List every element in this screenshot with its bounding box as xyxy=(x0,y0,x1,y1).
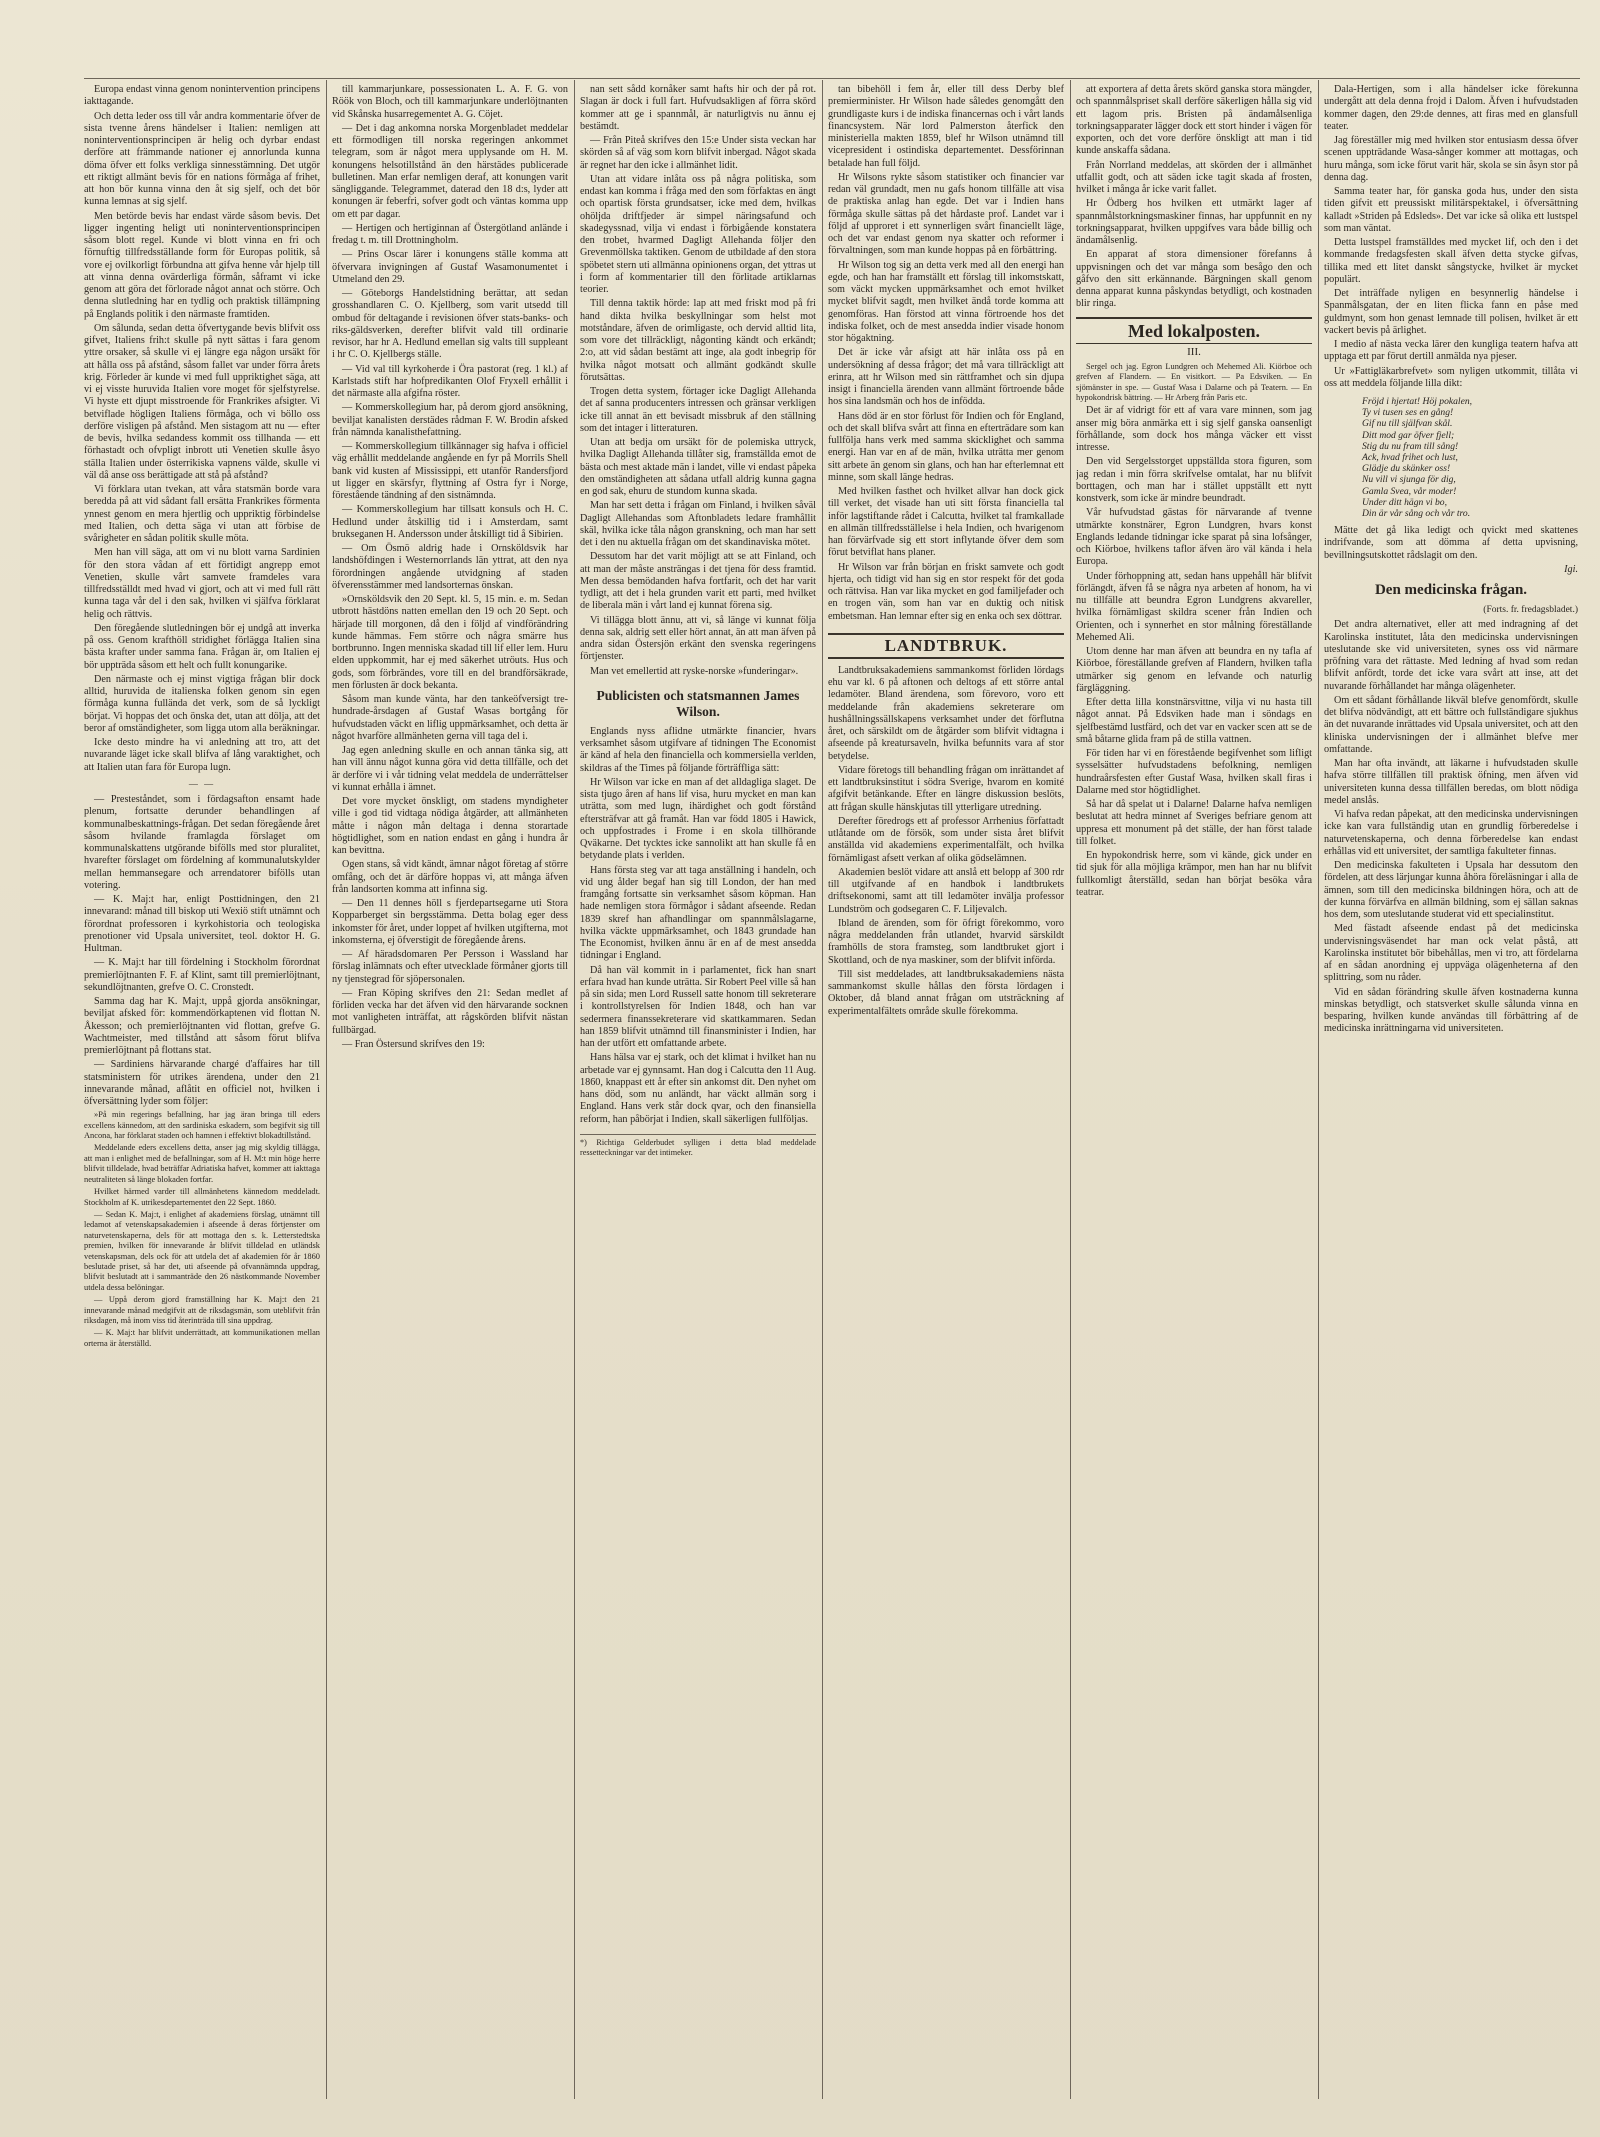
paragraph: — Kommerskollegium tillkännager sig hafva i officiel väg erhållit meddelande angående en fyr på Morrils Shell bank vid kusten af Mississippi, ett utanför Randersfjord ut ligger en skärsfyr, flyttning af Ostra fyr i Norge, förestående tändning af den sistnämnda. xyxy=(332,441,568,501)
poem-line: Ditt mod gar öfver fjell; xyxy=(1362,429,1455,441)
paragraph: Med fästadt afseende endast på det medicinska undervisningsväsendet har man ock velat påstå, att Karolinska institutet bör bibehållas, men vi tro, att fördelarna af en sådan anordning ej uppväga olägenheterna af den splittring, som nu råder. xyxy=(1324,923,1578,984)
column-rule xyxy=(1070,80,1071,2099)
paragraph: Englands nyss aflidne utmärkte financier, hvars verksamhet såsom utgifvare af tidningen The Economist är känd af hela den financiella och kommersiella verlden, skildras af the Times på följande förträffliga sätt: xyxy=(580,725,816,774)
paragraph: Man har sett detta i frågan om Finland, i hvilken såväl Dagligt Allehandas som Aftonbladets ledare framhållit skäl, hvilka icke tåla någon granskning, och man har sett det i den nu aktuella frågan om det skandinaviska mötet. xyxy=(580,500,816,548)
paragraph: nan sett sådd kornåker samt hafts hir och der på rot. Slagan är dock i full fart. Hufvudsakligen af förra skörd kommer att ge i spannmål, är naturligtvis nu ännu ej bestämdt. xyxy=(580,84,816,132)
paragraph: Utom denne har man äfven att beundra en ny tafla af Kiörboe, föreställande grefven af Flandern, hvilken tafla utmärker sig genom en lefvande och naturlig färgläggning. xyxy=(1076,646,1312,694)
poem-line: Under ditt hägn vi bo, xyxy=(1362,496,1448,508)
paragraph: Hr Wilsons rykte såsom statistiker och financier var redan väl grundadt, men nu gafs honom tillfälle att visa de praktiska anlag han egde. Det var i Indien hans förmåga skulle sättas på det hårdaste prof. Landet var i följd af upproret i ett synnerligen svårt financiellt läge, och det var endast genom nya skatter och reformer i förvaltningen, som man kunde hoppas på en förbättring. xyxy=(828,171,1064,257)
paragraph: Ur »Fattigläkarbrefvet» som nyligen utkommit, tillåta vi oss att meddela följande lilla dikt: xyxy=(1324,365,1578,389)
section-number: III. xyxy=(1187,345,1201,358)
paragraph: Dessutom har det varit möjligt att se att Finland, och att man der måste ansträngas i det tjena för dess framtid. Men dessa bemödanden hafva fortfarit, och det har varit tydligt, att det i hela grunden varit ett parti, med hvilket de liberala män i vårt land ej kunnat förena sig. xyxy=(580,551,816,612)
paragraph: Vidare företogs till behandling frågan om inrättandet af ett landtbruksinstitut i södra Sverige, hvarom en komité afgifvit betänkande. Efter en längre diskussion beslöts, att frågan skulle hänskjutas till ytterligare utredning. xyxy=(828,764,1064,813)
paragraph: Så har då spelat ut i Dalarne! Dalarne hafva nemligen beslutat att hedra minnet af Sveriges befriare genom att uppresa ett monument på det ställe, der han först talade till folket. xyxy=(1076,799,1312,847)
poem-line: Din är vår sång och vår tro. xyxy=(1362,508,1471,520)
column-rule xyxy=(822,80,823,2099)
paragraph: Hr Ödberg hos hvilken ett utmärkt lager af spannmålstorkningsmaskiner finnas, har uppfunnit en ny torkningsapparat, hvilken uppgifves vara både billig och ändamålsenlig. xyxy=(1076,198,1312,246)
author-signature: Igi. xyxy=(1564,563,1578,575)
section-heading: LANDTBRUK. xyxy=(828,633,1064,659)
paragraph: Europa endast vinna genom nonintervention principens iakttagande. xyxy=(84,84,320,108)
paragraph: Den föregående slutledningen bör ej undgå att inverka på oss. Genom krafthöll stridighet förlägga Italien sina bästa krafter under samma fana. Frågan är, om Italien ej bör uppträda såsom ett helt och fullt konungarike. xyxy=(84,622,320,671)
paragraph: Då han väl kommit in i parlamentet, fick han snart erfara hvad han kunde uträtta. Sir Robert Peel ville så han på sin sida; men Lord Russell satte honom till sekreterare i kontrollstyrelsen för Indien 1848, och han var sedermera finanssekreterare vid skattkammaren. Sedan han 1859 blifvit utnämnd till finansminister i Indien, har han der utfört ett omfattande arbete. xyxy=(580,964,816,1049)
column-rule xyxy=(1318,80,1319,2099)
paragraph: Men han vill säga, att om vi nu blott varna Sardinien för den stora vådan af ett förtidigt angrepp emot Venetien, skulle vårt samvete framdeles vara tillfredsställdt med hvad vi gjort, och att vi med full rätt kunna taga vår del i den sak, hvilken vi själfva förklarat helig och rättvis. xyxy=(84,547,320,620)
paragraph: — Om Ösmö aldrig hade i Ornsköldsvik har landshöfdingen i Westernorrlands län yttrat, att den nya förordningen angående utvidgning af staden öfverensstämmer med landsorternas önskan. xyxy=(332,543,568,591)
column-rule xyxy=(574,80,575,2099)
paragraph: — Hertigen och hertiginnan af Östergötland anlände i fredag t. m. till Drottningholm. xyxy=(332,222,568,246)
column-rule xyxy=(326,80,327,2099)
news-notice: — Sedan K. Maj:t, i enlighet af akademiens förslag, utnämnt till ledamot af vetenskapsakademien i afseende å deras förtjenster om naturvetenskaperna, dels för att mottaga den s. k. Letterstedtska premien, hvilken för innevarande år blifvit tilldelad en utländsk vetenskapsman, dels ock för att utdela det af akademien för år 1860 beslutade priset, så har det, uti afseende på ofvannämnda uppdrag, blifvit beslutadt att i sammanträde den 26 nästkommande November utdela dessa belöningar. xyxy=(84,1209,320,1292)
paragraph: Vi tillägga blott ännu, att vi, så länge vi kunnat följa denna sak, aldrig sett eller hört annat, än att man äfven på andra sidan Östersjön erkänt den svenska regeringens förtjenster. xyxy=(580,614,816,663)
paragraph: — Det i dag ankomna norska Morgenbladet meddelar ett förmodligen till norska regeringen ankommet telegram, som är något mera upplysande om H. M. konungens helsotillstånd än den härstädes publicerade bulletinen. Man erfar nemligen deraf, att konungen varit sängliggande. Telegrammet, daterad den 18 d:s, lyder att konungen är feberfri, sofver godt och väntas komma upp om ett par dagar. xyxy=(332,122,568,220)
paragraph: I medio af nästa vecka lärer den kungliga teatern hafva att upptaga ett par förut dertill anmälda nya pjeser. xyxy=(1324,339,1578,363)
paragraph: Mätte det gå lika ledigt och qvickt med skattenes indrifvande, som att dömma af detta upvisning, bevillningsutskottet rådslagit om den. xyxy=(1324,525,1578,561)
paragraph: Såsom man kunde vänta, har den tankeöfversigt tre-hundrade-årsdagen af Gustaf Wasas bortgång för hufvudstaden väckt en liflig uppmärksamhet, och detta är något hvarföre allmänheten gerna vill taga del i. xyxy=(332,694,568,742)
paragraph: Under förhoppning att, sedan hans uppehåll här blifvit förlängdt, äfven få se några nya arbeten af honom, ha vi nu tillfälle att beundra Egron Lundgrens akvareller, hvilka förnämligast skildra scener från Indien och Orienten, och i synnerhet en stor målning föreställande Mehemed Ali. xyxy=(1076,570,1312,643)
column-3 xyxy=(580,84,816,2097)
paragraph: Till sist meddelades, att landtbruksakademiens nästa sammankomst skulle hållas den första lördagen i Oktober, då bland annat frågan om utsträckning af experimentalfältets område skulle förekomma. xyxy=(828,968,1064,1017)
paragraph: Om ett sådant förhållande likväl blefve genomfördt, skulle det blifva nödvändigt, att ett bättre och fullständigare sjukhus än det nuvarande inrättades vid Upsala universitet, och att den kliniska undervisningen der i allmänhet blefve mer omfattande. xyxy=(1324,694,1578,755)
paragraph: Icke desto mindre ha vi anledning att tro, att det nuvarande läget icke skall blifva af lång varaktighet, och att Italien utan fara för Europa lugn. xyxy=(84,737,320,773)
paragraph: Den vid Sergelsstorget uppställda stora figuren, som jag redan i min förra skrifvelse omtalat, har nu blifvit borttagen, och man har i stället uppställt ett nytt konstverk, som icke är mindre beundradt. xyxy=(1076,456,1312,505)
paragraph: till kammarjunkare, possessionaten L. A. F. G. von Röök von Bloch, och till kammarjunkare underlöjtnanten vid Skånska husarregementet A. G. Cöjet. xyxy=(332,84,568,120)
paragraph: Utan att bedja om ursäkt för de polemiska uttryck, hvilka Dagligt Allehanda tillåter sig, framställda emot de bästa och mest aktade män i landet, ville vi endast påpeka den omständigheten att sådana utfall aldrig kunna gagna en god sak, ehuru de stundom kunna skada. xyxy=(580,437,816,497)
paragraph: Landtbruksakademiens sammankomst förliden lördags ehu var kl. 6 på aftonen och deltogs af ett större antal ledamöter. Bland ärendena, som förevoro, voro ett meddelande från akademiens sekreterare om hushållningssällskapens verksamhet under det förflutna året, och särskildt om de åtgärder som blifvit vidtagna i afseende på kreatursaveln, hvilka befunnits vara af stor betydelse. xyxy=(828,664,1064,762)
paragraph: Akademien beslöt vidare att anslå ett belopp af 300 rdr till utgifvande af en handbok i landtbrukets driftsekonomi, samt att till ledamöter invälja professor Lundström och godsegaren C. F. Liljevalch. xyxy=(828,866,1064,915)
poem-line: Stig du nu fram till sång! xyxy=(1362,440,1459,452)
news-notice: — Presteståndet, som i fördagsafton ensamt hade plenum, fortsatte derunder behandlingen af kommunalbeskattnings-frågan. Det sedan föregående året såsom hvilande framlagda förslaget om kommunalskattens utgörande bifölls med stor pluralitet, hvarefter förslaget om fördelning af kommunalutskylder mellan hemmansegare och arrendatorer bifölls utan votering. xyxy=(84,794,320,891)
paragraph: — Fran Köping skrifves den 21: Sedan medlet af förliden vecka har det äfven vid den härvarande socknen mot vanligheten inträffat, att rågskörden blifvit nästan fullbärgad. xyxy=(332,987,568,1036)
paragraph: Den närmaste och ej minst vigtiga frågan blir dock alltid, huruvida de italienska folken genom sin egen förmåga kunna fullända det verk, som de så lyckligt börjat. Vi hoppas det och önska det, utan att dölja, att det beror af omständigheter, som ligga utom alla beräkningar. xyxy=(84,673,320,734)
paragraph: Samma teater har, för ganska goda hus, under den sista tiden gifvit ett preussiskt militärspektakel, i öfversättning kalladt »Striden på Edsleds». Det var icke så olika ett lustspel som man väntat. xyxy=(1324,186,1578,234)
paragraph: Utan att vidare inlåta oss på några politiska, som endast kan komma i fråga med den som förfaktas en ängt och opartisk första grundsatser, icke med dem, hvilkas ohöljda driftfjeder är simpel näringsafund och skadegyssnad, vilja vi endast i förbigående konstatera den trobet, hvarmed Dagligt Allehanda följer den Grevenmöllska taktiken. Genom de utbildade af den stora spöbetet stern uti allmänna opinionens organ, det yttras ut i form af kommentarier till den förlitade artiklarnas teorier. xyxy=(580,173,816,295)
continuation-note: (Forts. fr. fredagsbladet.) xyxy=(1483,605,1578,616)
paragraph: Det är af vidrigt för ett af vara vare minnen, som jag anser mig böra anmärka ett i sig sjelf ganska oansenligt förhållande, som dock hos många väcker ett visst intresse. xyxy=(1076,405,1312,454)
news-notice: — Sardiniens härvarande chargé d'affaires har till statsministern för utrikes ärendena, under den 21 innevarande månad, aflåtit en officiel not, hvilken i öfversättning lyder som följer: xyxy=(84,1059,320,1107)
section-divider: — — xyxy=(188,778,216,789)
paragraph: En hypokondrisk herre, som vi kände, gick under en tid sjuk för alla möjliga krämpor, men han har nu blifvit fullkomligt återställd, sedan han börjat besöka våra teatrar. xyxy=(1076,850,1312,898)
paragraph: För tiden har vi en förestående begifvenhet som lifligt sysselsätter hufvudstadens befolkning, nemligen hundraårsfesten efter Gustaf Wasa, hvilken skall firas i Dalarne med stor högtidlighet. xyxy=(1076,748,1312,796)
paragraph: Det är icke vår afsigt att här inlåta oss på en undersökning af dessa frågor; det må vara tillräckligt att erinra, att hr Wilson med sin rättframhet och sin djupa insigt i financiella ärenden vann allmänt förtroende både hos sina landsmän och hos de infödda. xyxy=(828,347,1064,408)
column-5 xyxy=(1076,84,1312,2097)
paragraph: — Göteborgs Handelstidning berättar, att sedan grosshandlaren C. O. Kjellberg, som varit utsedd till ombud för deltagande i revisionen öfver stats-banks- och riks-gäldsverken, derefter blifvit vald till ordinarie revisor, har hr A. Hedlund emellan sig valts till suppleant i hr C. O. Kjellbergs ställe. xyxy=(332,288,568,361)
poem xyxy=(1362,396,1578,519)
news-notice: — K. Maj:t har blifvit underrättadt, att kommunikationen mellan orterna är återställd. xyxy=(84,1328,320,1348)
paragraph: tan bibehöll i fem år, eller till dess Derby blef premierminister. Hr Wilson hade således genomgått den grundligaste kurs i de indiska financernas och i vårt lands financsystem. När lord Palmerston återfick den ministeriella makten 1859, blef hr Wilson utnämnd till vicepresident i ostindiska departementet. Dessförinnan betalade han full följd. xyxy=(828,84,1064,169)
column-4 xyxy=(828,84,1064,2097)
poem-line: Ack, hvad frihet och lust, xyxy=(1362,452,1458,464)
column-1 xyxy=(84,84,320,2097)
paragraph: Jag föreställer mig med hvilken stor entusiasm dessa öfver scenen uppträdande Wasa-sånger kommer att mottagas, och huru många, som icke förut varit här, skola se sin åsyn stor på denna dag. xyxy=(1324,135,1578,183)
paragraph: Till denna taktik hörde: lap att med friskt mod på fri hand dikta hvilka beskyllningar som helst mot motståndare, äfven de orimligaste, och dervid alltid lita, som vore det tillräckligt, någonting kändt och erkändt; 2:o, att vid sådan bestämt att inge, ala godt inbegrip för hvilka något motsatt och allmänt godkändt skulle förutsättas. xyxy=(580,298,816,383)
top-rule xyxy=(84,78,1580,79)
paragraph: Efter detta lilla konstnärsvittne, vilja vi nu hasta till något annat. På Edsviken hade man i söndags en sjelfbestämd lustfärd, och det var en vacker scen att se de små båtarne glida fram på de stilla vattnen. xyxy=(1076,697,1312,745)
paragraph: — Vid val till kyrkoherde i Öra pastorat (reg. 1 kl.) af Karlstads stift har hofpredikanten Olof Fryxell erhållit i det närmaste alla afgifna röster. xyxy=(332,363,568,399)
article-heading: Publicisten och statsmannen James Wilson. xyxy=(596,687,800,719)
paragraph: Man har ofta invändt, att läkarne i hufvudstaden skulle hafva större tillfällen till praktisk öfning, men äfven vid universiteten kunna dessa tillfällen beredas, om blott nödiga medel anslås. xyxy=(1324,758,1578,806)
paragraph: Dala-Hertigen, som i alla händelser icke förekunna undergått att dela denna frojd i Dalom. Äfven i hufvudstaden kommer dagen, den 29:de dennes, att firas med en glansfull teater. xyxy=(1324,84,1578,132)
paragraph: Jag egen anledning skulle en och annan tänka sig, att han vill ännu något kunna göra vid detta tillfälle, och det är derföre vi i vår tidning velat meddela de underrättelser vi kunnat erhålla i ämnet. xyxy=(332,745,568,793)
news-notice: Hvilket härmed varder till allmänhetens kännedom meddeladt. Stockholm af K. utrikesdepartementet den 22 Sept. 1860. xyxy=(84,1187,320,1207)
paragraph: — Från Piteå skrifves den 15:e Under sista veckan har skörden så af väg som korn blifvit inbergad. Något skada är regnet har den icke i allmänhet lidit. xyxy=(580,135,816,171)
paragraph: Men betörde bevis har endast värde såsom bevis. Det ligger ingenting heligt uti noninterventionsprincipen såsom blott regel. Kunde vi blott vinna en fri och förnuftig tillfredsställande form för Europas politik, så vore ej ovilkorligt förbundna att gifva henne vår hjelp till att vinna denna ovärderliga förmån, såframt vi icke genom att göra det förlorade något annat och större. Och denna slutledning har en tydlig och praktisk tillämpning på Englands politik i den närmaste framtiden. xyxy=(84,210,320,320)
poem-line: Glädje du skänker oss! xyxy=(1362,463,1451,475)
paragraph: »Ornsköldsvik den 20 Sept. kl. 5, 15 min. e. m. Sedan utbrott hästdöns natten emellan den 19 och 20 Sept. och härjade till morgonen, då den i följd af vindförändring kunde hämmas. Fem större och några smärre hus bortbrunno. Ingen menniska skadad till lif eller lem. Huru elden uppkommit, har ej med säkerhet utröuts. Hus och gods, som förbrändes, vore till en del brandförsäkrade, men förlusten är dock bekanta. xyxy=(332,594,568,691)
paragraph: Från Norrland meddelas, att skörden der i allmänhet utfallit godt, och att säden icke tagit skada af frosten, hvilket i många år icke varit fallet. xyxy=(1076,159,1312,195)
paragraph: Det vore mycket önskligt, om stadens myndigheter ville i god tid vidtaga nödiga åtgärder, att allmänheten måtte i någon mån deltaga i denna storartade högtidlighet, som en nation endast en gång i hundra år kan bevittna. xyxy=(332,796,568,856)
paragraph: Den medicinska fakulteten i Upsala har dessutom den fördelen, att dess lärjungar kunna åhöra föreläsningar i alla de ämnen, som till den medicinska bildningen höra, och att de der kunna förvärfva en allmän bildning, som ej sällan saknas hos dem, som uteslutande studerat vid ett specialinstitut. xyxy=(1324,860,1578,921)
news-notice: — Uppå derom gjord framställning har K. Maj:t den 21 innevarande månad medgifvit att de riksdagsmän, som uteblifvit från riksdagen, må inom viss tid återinträda till sina uppdrag. xyxy=(84,1295,320,1325)
news-notice: »På min regerings befallning, har jag äran bringa till eders excellens kännedom, att den sardiniska eskadern, som begifvit sig till Ancona, har förklarat staden och hamnen i effektivt blokadtillstånd. xyxy=(84,1110,320,1141)
paragraph: Det inträffade nyligen en besynnerlig händelse i Spanmålsgatan, der en liten flicka fann en påse med guldmynt, som hon genast lemnade till polisen, hvilket är ett vackert bevis på ärlighet. xyxy=(1324,288,1578,336)
column-2 xyxy=(332,84,568,2097)
footnote: *) Richtiga Gelderbudet sylligen i detta blad meddelade ressetteckningar var det intimeker. xyxy=(580,1134,816,1158)
news-notice: Samma dag har K. Maj:t, uppå gjorda ansökningar, beviljat afsked för: kommendörkaptenen vid flottan N. Åkesson; och premierlöjtnanten vid flottan, grefve G. Wachtmeister, med tillstånd att såsom förut blifva premierlöjtnant på flottans stat. xyxy=(84,996,320,1056)
news-notice: — K. Maj:t har till fördelning i Stockholm förordnat premierlöjtnanten F. F. af Klint, samt till premierlöjtnant, sekundlöjtnanten, grefve O. C. Cronstedt. xyxy=(84,957,320,993)
paragraph: Hans första steg var att taga anställning i handeln, och vid ung ålder begaf han sig till London, der han med framgång fortsatte sin verksamhet såsom köpman. Han hade nemligen stora förmågor i sådant afseende. Redan 1839 skref han afhandlingar om spannmålslagarne, hvilka väckte uppmärksamhet, och 1843 grundade han The Economist, hvilken ännu är en af de mest ansedda tidningar i England. xyxy=(580,864,816,962)
paragraph: Med hvilken fasthet och hvilket allvar han dock gick till verket, det visade han uti sitt första financiella tal inför lagstiftande rådet i Calcutta, hvilket tal framkallade en allmän tillfredsställelse i hela Indien, och hvarigenom han förvärfvade sig ett stort inflytande öfver dem som förut betviflat hans planer. xyxy=(828,486,1064,559)
paragraph: Hans hälsa var ej stark, och det klimat i hvilket han nu arbetade var ej gynnsamt. Han dog i Calcutta den 11 Aug. 1860, knappast ett år efter sin ankomst dit. Den nyhet om hans död, som nu anländt, har väckt allmän sorg i England. Hans verk står dock qvar, och den finansiella reform, han påbörjat i Indien, skall säkerligen fullföljas. xyxy=(580,1052,816,1125)
paragraph: Hr Wilson var icke en man af det alldagliga slaget. De sista tjugo åren af hans lif visa, huru mycket en man kan uträtta, som med lugn, ihärdighet och godt förstånd eftersträfvar att gå framåt. Han var född 1805 i Hawick, och uppfostrades i Frome i en skola tillhörande Qväkarne. Det tycktes icke sannolikt att han skulle få en betydande plats i verlden. xyxy=(580,776,816,862)
article-summary: Sergel och jag. Egron Lundgren och Mehemed Ali. Kiörboe och grefven af Flandern. — En visitkort. — Pa Edsviken. — En sjömänster in spe. — Gustaf Wasa i Dalarne och på Teatern. — En hypokondrisk bättring. — Hr Arberg från Paris etc. xyxy=(1076,361,1312,402)
paragraph: Ibland de ärenden, som för öfrigt förekommo, voro några meddelanden från utlandet, hvarvid särskildt framhölls de stora framsteg, som landtbruket gjort i Skottland, och de nya maskiner, som der blifvit införda. xyxy=(828,917,1064,966)
paragraph: Hans död är en stor förlust för Indien och för England, och det skall blifva svårt att finna en efterträdare som kan fullfölja hans verk med samma skicklighet och samma energi. Han var en af de män, hvilka uträtta mer genom sitt arbete än genom sin glans, och han har efterlemnat ett minne, som skall länge hedras. xyxy=(828,410,1064,483)
paragraph: Om sålunda, sedan detta öfvertygande bevis blifvit oss gifvet, Italiens frih:t skulle på nytt sättas i fara genom yttre orsaker, så skulle vi ej längre ega någon ursäkt för att hålla oss på afstånd, såsom fallet var under förra årets krig. Förleder är kunde vi med full uppriktighet säga, att vi ej visste huruvida Italien vore moget för sjelfstyrelse. Vi hyste ett djupt misstroende för Frankrikes afsigter. Vi betviflade högligen Italiens förmåga, och vi böllo oss derföre visligen på afstånd. Men sistagom att nu — efter de bevis, hvilka sedandess kommit oss tillhanda — ett förhastadt och ofvpligt inbrott uti Venetien skulle åsyo ställa Italien under österrikiska vapnens välde, skulle vi väl då anse oss berättigade att stå på afstånd? xyxy=(84,322,320,481)
paragraph: Detta lustspel framställdes med mycket lif, och den i det kommande fredagsfesten skall äfven detta stycke gifvas, tillika med ett litet danskt sångstycke, hvilket är mycket populärt. xyxy=(1324,237,1578,285)
paragraph: Hr Wilson tog sig an detta verk med all den energi han egde, och han har framställt ett förslag till inkomstskatt, som väckt mycken uppmärksamhet och emot hvilket mycket blifvit sagdt, men hvilket ändå torde komma att genomföras. Han förstod att vinna förtroende hos det indiska folket, och de mest ansedda indier visade honom stor högaktning. xyxy=(828,259,1064,344)
poem-line: Gif nu till själfvan skål. xyxy=(1362,418,1453,430)
poem-line: Ty vi tusen ses en gång! xyxy=(1362,407,1454,419)
paragraph: Vid en sådan förändring skulle äfven kostnaderna kunna minskas betydligt, och statsverket skulle sålunda vinna en besparing, hvilken kunde användas till förbättring af de medicinska inrättningarna vid universiteten. xyxy=(1324,986,1578,1035)
section-heading: Med lokalposten. xyxy=(1076,317,1312,344)
paragraph: att exportera af detta årets skörd ganska stora mängder, och spannmålspriset skall derföre säkerligen hålla sig vid ett lagom pris. Bristen på ändamålsenliga torkningsapparater lägger dock ett stort hinder i vägen för exporten, och det vore derföre önskligt att man i tid kunde anskaffa sådana. xyxy=(1076,84,1312,157)
poem-line: Nu vill vi sjunga för dig, xyxy=(1362,474,1456,486)
poem-line: Gamla Svea, vår moder! xyxy=(1362,485,1457,497)
article-heading: Den medicinska frågan. xyxy=(1374,582,1528,599)
paragraph: — Af häradsdomaren Per Persson i Wassland har förslag inlämnats och efter utvecklade förmåner gjorts till ny tjenstegrad för sjöpersonalen. xyxy=(332,949,568,985)
paragraph: Hr Wilson var från början en friskt samvete och godt hjerta, och tidigt vid han sig en stor respekt för det goda och rättvisa. Han var lika mycket en god familjefader och en trogen vän, som han var en duktig och nitisk embetsman. Han lemnar efter sig en enka och sex döttrar. xyxy=(828,561,1064,622)
news-notice: — K. Maj:t har, enligt Posttidningen, den 21 innevarand: månad till biskop uti Wexiö stift utnämnt och förordnat professoren i kyrkohistoria och teologiska prenotioner vid Upsala universitet, teol. doktor H. G. Hultman. xyxy=(84,894,320,954)
paragraph: Vår hufvudstad gästas för närvarande af tvenne utmärkte konstnärer, Egron Lundgren, hvars konst Englands ledande tidningar icke sparat på sina lofsånger, och Kiörboe, hvilkens taflor äfven äro väl kända i hela Europa. xyxy=(1076,507,1312,568)
paragraph: Trogen detta system, förtager icke Dagligt Allehanda det af sanna producenters intressen och gränsar verkligen icke till annat än ett bevisadt missbruk af den ställning som det intager i litteraturen. xyxy=(580,386,816,434)
paragraph: Man vet emellertid att ryske-norske »funderingar». xyxy=(590,665,799,677)
paragraph: En apparat af stora dimensioner förefanns å uppvisningen och det var många som besågo den och gåfvo den sitt erkännande. Bärgningen skall genom denna apparat kunna påskyndas betydligt, och kostnaden blir ringa. xyxy=(1076,249,1312,310)
paragraph: Vi förklara utan tvekan, att våra statsmän borde vara beredda på att vid sådant fall ersätta Frankrikes förmenta ynnest genom en mera hjertlig och uppriktig förbindelse med Italien, och detta säga vi utan att förbise de svårigheter en sådan politik skulle möta. xyxy=(84,484,320,544)
news-notice: Meddelande eders excellens detta, anser jag mig skyldig tillägga, att man i enlighet med de befallningar, som af H. M:t min höge herre blifvit tilldelade, hvad beträffar Adriatiska hafvet, kommer att iakttaga neutraliteten så länge blokaden fortfar. xyxy=(84,1143,320,1184)
paragraph: Ogen stans, så vidt kändt, ämnar något företag af större omfång, och det är därföre hoppas vi, att många äfven från landsorten komma att infinna sig. xyxy=(332,859,568,895)
column-6 xyxy=(1324,84,1578,2097)
paragraph: — Den 11 dennes höll s fjerdepartsegarne uti Stora Kopparberget sin bergsstämma. Detta bolag eger dess inkomster för året, under loppet af hvilken utgifterna, mot inkomsterna, ej öfverstigit de föregående årens. xyxy=(332,898,568,946)
paragraph: — Kommerskollegium har tillsatt konsuls och H. C. Hedlund under åtskillig tid i i Amsterdam, samt brukseganen H. Andersson under åtskilligt tid å Sibirien. xyxy=(332,504,568,540)
paragraph: Och detta leder oss till vår andra kommentarie öfver de sista tvenne årens händelser i Italien: nemligen att noninterventionsprincipen är helig och dyrbar endast derföre att främmande nationer ej annorlunda kunna döma öfver ett folks verkliga sinnesstämning. Det utgör ett riktigt allmänt bevis för en nations förmåga af frihet, att hon bör kunna vinna den åt sig sjelf, och det bör kunna lemnas at sig sjelf. xyxy=(84,110,320,208)
paragraph: — Fran Östersund skrifves den 19: xyxy=(342,1038,485,1050)
paragraph: Vi hafva redan påpekat, att den medicinska undervisningen icke kan vara fullständig utan en grundlig förberedelse i naturvetenskaperna, och denna förberedelse kan endast erhållas vid ett universitet, der samtliga fakulteter finnas. xyxy=(1324,809,1578,857)
poem-line: Fröjd i hjertat! Höj pokalen, xyxy=(1362,396,1473,407)
paragraph: — Prins Oscar lärer i konungens ställe komma att öfvervara invigningen af Gustaf Wasamonumentet i Utmeland den 29. xyxy=(332,249,568,285)
paragraph: Det andra alternativet, eller att med indragning af det Karolinska institutet, låta den medicinska undervisningen uteslutande ske vid universiteten, synes oss vid närmare pröfning vara det rättaste. Med ledning af hvad som redan blifvit anfördt, torde det icke vara svårt att inse, att det nuvarande förhållandet har många olägenheter. xyxy=(1324,619,1578,692)
paragraph: Derefter föredrogs ett af professor Arrhenius författadt utlåtande om de försök, som under sista året blifvit anställda vid akademiens experimentalfält, och hvilka förnämligast afsett verkan af olika gödselämnen. xyxy=(828,815,1064,864)
paragraph: — Kommerskollegium har, på derom gjord ansökning, beviljat kanalisten derstädes rådman F. W. Brodin afsked från nämnda kanalisthefattning. xyxy=(332,402,568,438)
